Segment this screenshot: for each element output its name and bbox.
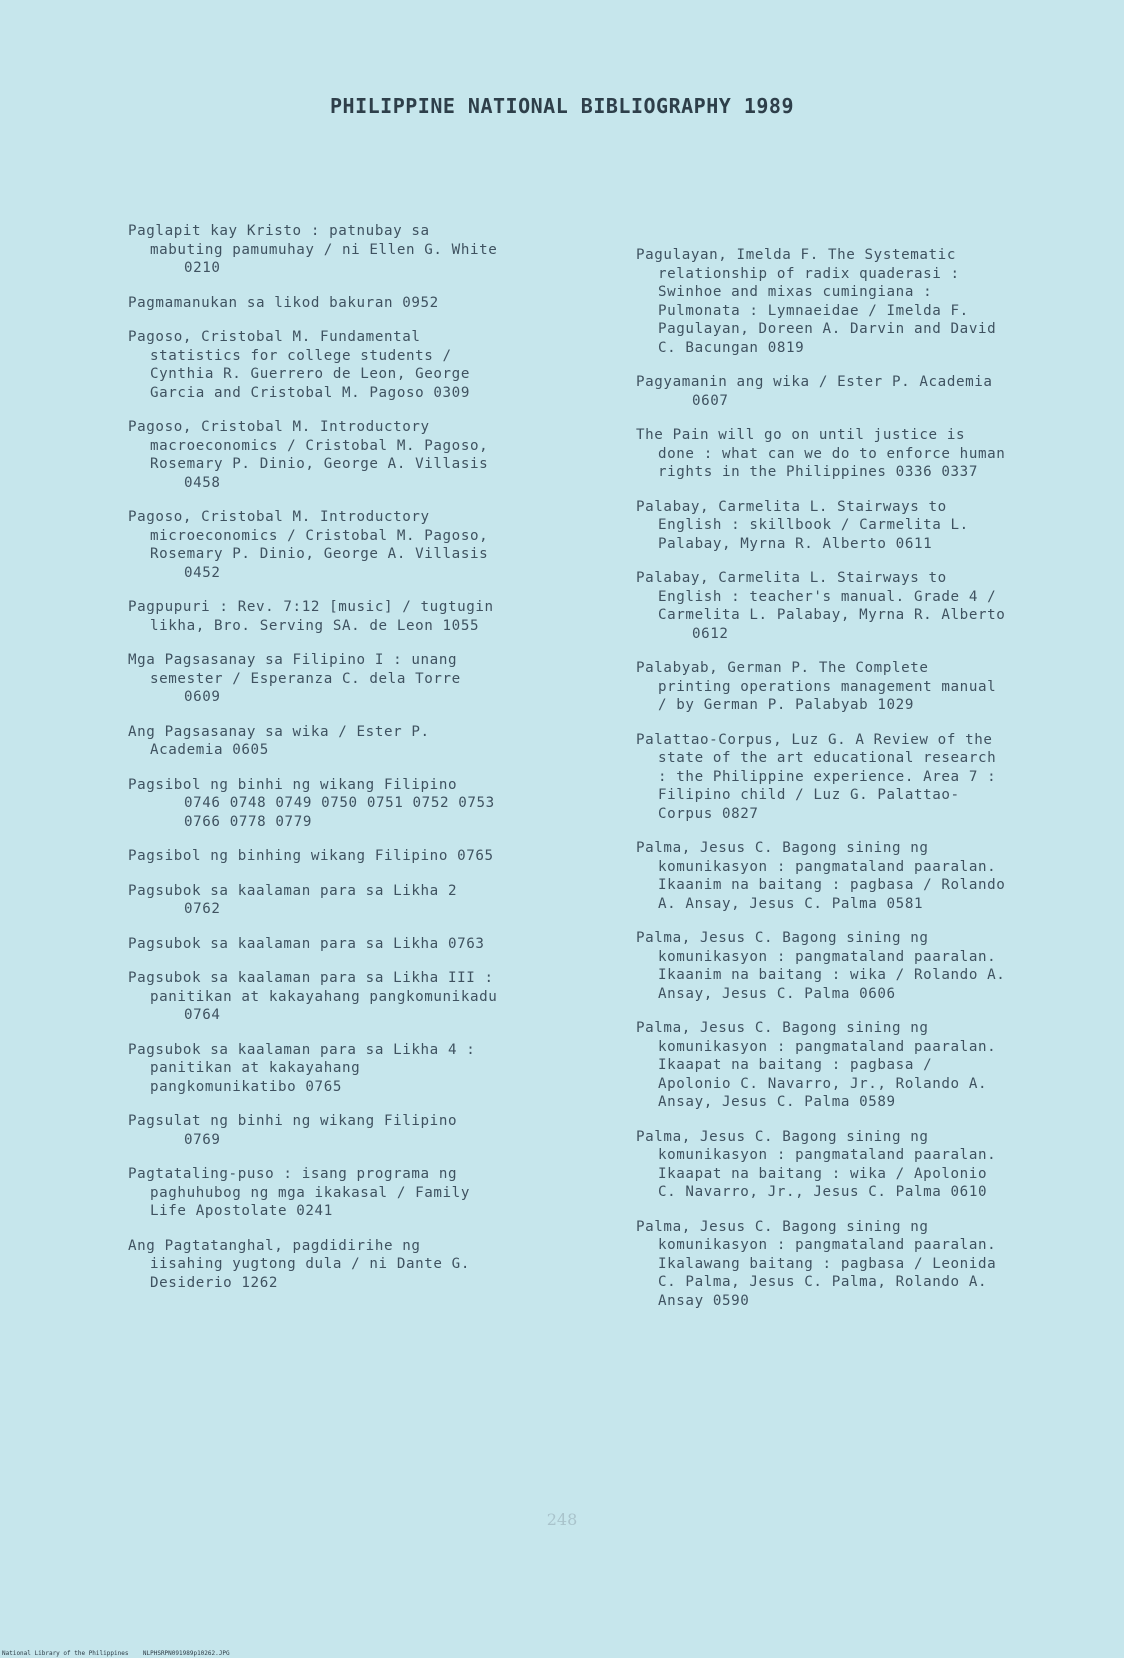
entry-line: 0762 (184, 901, 221, 917)
entry-line: 0764 (184, 1007, 221, 1023)
entry-line: Pagtataling-puso : isang programa ng (128, 1166, 458, 1182)
entry-line: komunikasyon : pangmataland paaralan. (658, 1237, 997, 1253)
left-column (128, 222, 608, 1308)
entry-line: 0452 (184, 564, 221, 581)
entry-line: 0458 (184, 474, 221, 491)
entry-line: komunikasyon : pangmataland paaralan. (658, 858, 997, 875)
entry-line: Ikaapat na baitang : wika / Apolonio (658, 1165, 988, 1182)
bibliography-entry (128, 328, 608, 402)
bibliography-entry (636, 839, 1106, 913)
entry-line: Pagulayan, Doreen A. Darvin and David (658, 321, 997, 337)
entry-line: Pagoso, Cristobal M. Introductory (128, 419, 430, 435)
entry-line: state of the art educational research (658, 750, 997, 766)
entry-line: Ang Pagtatanghal, pagdidirihe ng (128, 1237, 421, 1254)
entry-line: Palabyab, German P. The Complete (636, 660, 929, 676)
entry-line: 0769 (184, 1131, 221, 1148)
entry-line: Pagoso, Cristobal M. Fundamental (128, 329, 421, 345)
bibliography-entry (636, 1218, 1106, 1311)
entry-line: Palma, Jesus C. Bagong sining ng (636, 1020, 929, 1036)
scan-footer: National Library of the Philippines NLPHSRPN091989p10262.JPG (2, 1650, 230, 1657)
entry-line: Rosemary P. Dinio, George A. Villasis (150, 546, 489, 562)
entry-line: Filipino child / Luz G. Palattao- (658, 787, 960, 803)
entry-line: Carmelita L. Palabay, Myrna R. Alberto (658, 607, 1006, 623)
bibliography-entry (128, 651, 608, 707)
entry-line: 0746 0748 0749 0750 0751 0752 0753 (184, 795, 495, 811)
entry-line: Pulmonata : Lymnaeidae / Imelda F. (658, 302, 969, 319)
entry-line: komunikasyon : pangmataland paaralan. (658, 1038, 997, 1055)
entry-line: Pagsibol ng binhing wikang Filipino 0765 (128, 848, 494, 864)
bibliography-entry (128, 847, 608, 866)
bibliography-entry (128, 1237, 608, 1293)
entry-line: / by German P. Palabyab 1029 (658, 697, 914, 713)
entry-line: English : skillbook / Carmelita L. (658, 517, 969, 533)
entry-line: Garcia and Cristobal M. Pagoso 0309 (150, 384, 470, 401)
entry-line: A. Ansay, Jesus C. Palma 0581 (658, 895, 924, 912)
entry-line: Ansay, Jesus C. Palma 0606 (658, 985, 896, 1002)
entry-line: Apolonio C. Navarro, Jr., Rolando A. (658, 1075, 988, 1092)
bibliography-entry (636, 426, 1106, 482)
entry-line: Ikaapat na baitang : pagbasa / (658, 1057, 933, 1073)
page-title: PHILIPPINE NATIONAL BIBLIOGRAPHY 1989 (329, 94, 795, 118)
bibliography-entry (128, 418, 608, 492)
entry-line: English : teacher's manual. Grade 4 / (658, 588, 997, 605)
entry-line: 0609 (184, 689, 221, 705)
entry-line: iisahing yugtong dula / ni Dante G. (150, 1256, 470, 1272)
entry-line: Swinhoe and mixas cumingiana : (658, 284, 933, 300)
entry-line: Life Apostolate 0241 (150, 1203, 333, 1219)
entry-line: 0766 0778 0779 (184, 813, 312, 830)
bibliography-entry (128, 969, 608, 1025)
entry-line: Ikaanim na baitang : pagbasa / Rolando (658, 877, 1006, 893)
entry-line: macroeconomics / Cristobal M. Pagoso, (150, 437, 489, 454)
bibliography-entry (636, 246, 1106, 357)
entry-line: statistics for college students / (150, 347, 452, 364)
entry-line: microeconomics / Cristobal M. Pagoso, (150, 527, 489, 544)
bibliography-entry (636, 498, 1106, 554)
entry-line: panitikan at kakayahang pangkomunikadu (150, 988, 498, 1005)
entry-line: Pagsibol ng binhi ng wikang Filipino (128, 776, 458, 793)
entry-line: Mga Pagsasanay sa Filipino I : unang (128, 652, 458, 668)
entry-line: semester / Esperanza C. dela Torre (150, 670, 461, 687)
entry-line: Desiderio 1262 (150, 1274, 278, 1291)
bibliography-entry (636, 1019, 1106, 1112)
bibliography-entry (128, 222, 608, 278)
entry-line: C. Navarro, Jr., Jesus C. Palma 0610 (658, 1184, 988, 1200)
bibliography-entry (128, 1041, 608, 1097)
entry-line: rights in the Philippines 0336 0337 (658, 464, 978, 480)
entry-line: Pagpupuri : Rev. 7:12 [music] / tugtugin (128, 599, 494, 615)
bibliography-entry (128, 1165, 608, 1221)
bibliography-entry (636, 569, 1106, 643)
entry-line: paghuhubog ng mga ikakasal / Family (150, 1184, 470, 1201)
bibliography-entry (636, 731, 1106, 824)
entry-line: Rosemary P. Dinio, George A. Villasis (150, 456, 489, 472)
entry-line: Cynthia R. Guerrero de Leon, George (150, 366, 470, 382)
entry-line: printing operations management manual (658, 678, 997, 695)
entry-line: Palma, Jesus C. Bagong sining ng (636, 930, 929, 946)
entry-line: C. Bacungan 0819 (658, 339, 805, 356)
bibliography-entry (128, 1112, 608, 1149)
bibliography-entry (128, 723, 608, 760)
page-number: 248 (546, 1510, 578, 1529)
entry-line: Pagsulat ng binhi ng wikang Filipino (128, 1113, 458, 1129)
entry-line: komunikasyon : pangmataland paaralan. (658, 1147, 997, 1163)
entry-line: pangkomunikatibo 0765 (150, 1078, 342, 1095)
bibliography-entry (128, 598, 608, 635)
bibliography-entry (636, 1128, 1106, 1202)
entry-line: relationship of radix quaderasi : (658, 265, 960, 282)
right-column (636, 246, 1106, 1326)
entry-line: komunikasyon : pangmataland paaralan. (658, 948, 997, 965)
entry-line: done : what can we do to enforce human (658, 445, 1006, 462)
entry-line: 0607 (692, 392, 729, 409)
bibliography-entry (128, 882, 608, 919)
entry-line: Pagsubok sa kaalaman para sa Likha III : (128, 970, 494, 986)
entry-line: Palabay, Myrna R. Alberto 0611 (658, 535, 933, 552)
entry-line: Pagsubok sa kaalaman para sa Likha 0763 (128, 935, 485, 952)
entry-line: Palabay, Carmelita L. Stairways to (636, 570, 947, 586)
bibliography-entry (128, 776, 608, 832)
entry-line: Palma, Jesus C. Bagong sining ng (636, 1218, 929, 1235)
entry-line: : the Philippine experience. Area 7 : (658, 768, 997, 785)
entry-line: mabuting pamumuhay / ni Ellen G. White (150, 241, 498, 258)
entry-line: Pagulayan, Imelda F. The Systematic (636, 247, 956, 263)
entry-line: Academia 0605 (150, 742, 269, 758)
bibliography-entry (128, 935, 608, 954)
entry-line: likha, Bro. Serving SA. de Leon 1055 (150, 617, 480, 634)
entry-line: Palma, Jesus C. Bagong sining ng (636, 840, 929, 856)
entry-line: Pagmamanukan sa likod bakuran 0952 (128, 294, 439, 311)
entry-line: Palattao-Corpus, Luz G. A Review of the (636, 731, 993, 748)
entry-line: Ansay 0590 (658, 1292, 750, 1309)
entry-line: Corpus 0827 (658, 805, 759, 822)
bibliography-entry (636, 373, 1106, 410)
bibliography-entry (128, 294, 608, 313)
bibliography-entry (636, 659, 1106, 715)
entry-line: Pagyamanin ang wika / Ester P. Academia (636, 374, 993, 390)
entry-line: Palma, Jesus C. Bagong sining ng (636, 1128, 929, 1145)
bibliography-entry (128, 508, 608, 582)
entry-line: Ikalawang baitang : pagbasa / Leonida (658, 1255, 997, 1272)
bibliography-entry (636, 929, 1106, 1003)
entry-line: Ang Pagsasanay sa wika / Ester P. (128, 723, 430, 740)
entry-line: Paglapit kay Kristo : patnubay sa (128, 223, 430, 239)
entry-line: The Pain will go on until justice is (636, 427, 966, 443)
entry-line: 0210 (184, 260, 221, 276)
entry-line: Pagsubok sa kaalaman para sa Likha 4 : (128, 1041, 476, 1058)
entry-line: Palabay, Carmelita L. Stairways to (636, 498, 947, 515)
entry-line: panitikan at kakayahang (150, 1060, 361, 1076)
entry-line: Ansay, Jesus C. Palma 0589 (658, 1094, 896, 1110)
entry-line: Pagsubok sa kaalaman para sa Likha 2 (128, 882, 458, 899)
entry-line: 0612 (692, 625, 729, 642)
entry-line: C. Palma, Jesus C. Palma, Rolando A. (658, 1274, 988, 1290)
entry-line: Ikaanim na baitang : wika / Rolando A. (658, 967, 1006, 983)
entry-line: Pagoso, Cristobal M. Introductory (128, 509, 430, 525)
